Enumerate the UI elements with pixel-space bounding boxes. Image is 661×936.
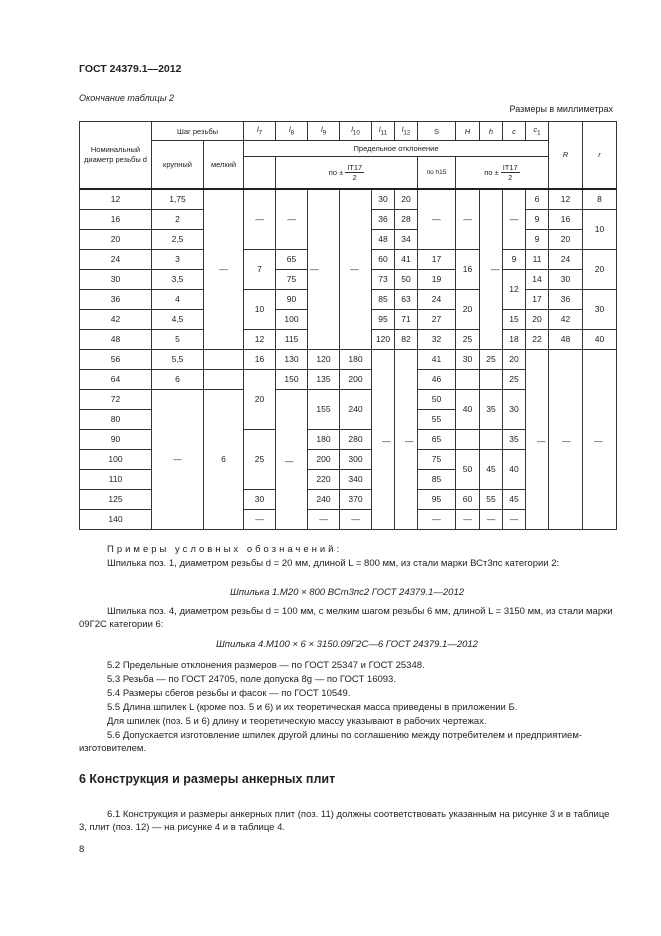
dash-l8-lower: — bbox=[285, 456, 294, 466]
dimensions-table bbox=[79, 121, 617, 530]
cell-d: 80 bbox=[80, 409, 152, 429]
cell-c: 9 bbox=[503, 249, 526, 269]
cell-c1: 17 bbox=[526, 289, 549, 309]
cell-l10: 200 bbox=[340, 369, 372, 389]
it17-header-b: по ± $\frac{IT17}{2}$ bbox=[456, 157, 549, 189]
it17-header-a: по ± $\frac{IT17}{2}$ bbox=[276, 157, 418, 189]
cell-l11: 30 bbox=[372, 189, 395, 210]
cell-h bbox=[480, 429, 503, 449]
cell-d: 36 bbox=[80, 289, 152, 309]
example-2: Шпилька поз. 4, диаметром резьбы d = 100 мм, с мелким шагом резьбы 6 мм, длиной L = 3150 мм, из стали марки 09Г2С категории 6: bbox=[79, 606, 613, 630]
cell-R: 20 bbox=[549, 229, 583, 249]
example-1: Шпилька поз. 1, диаметром резьбы d = 20 мм, длиной L = 800 мм, из стали марки ВСт3пс категории 2: bbox=[107, 558, 560, 569]
cell-s: 46 bbox=[418, 369, 456, 389]
cell-H: 60 bbox=[456, 489, 480, 509]
cell-H: 30 bbox=[456, 349, 480, 369]
page-number: 8 bbox=[79, 844, 85, 855]
cell-l10: 340 bbox=[340, 469, 372, 489]
cell-d: 140 bbox=[80, 509, 152, 529]
cell-R: 30 bbox=[549, 269, 583, 289]
cell-R: 42 bbox=[549, 309, 583, 329]
cell-l10: 300 bbox=[340, 449, 372, 469]
dash-l12-lower: — bbox=[405, 436, 414, 446]
cell-s: — bbox=[418, 189, 456, 250]
cell-s: 19 bbox=[418, 269, 456, 289]
cell-l10: 180 bbox=[340, 349, 372, 369]
examples-heading: Примеры условных обозначений: bbox=[107, 544, 343, 555]
cell-c: 40 bbox=[503, 449, 526, 489]
cell-l10: 240 bbox=[340, 389, 372, 429]
cell-l8: 115 bbox=[276, 329, 308, 349]
cell-h: 25 bbox=[480, 349, 503, 369]
cell-coarse: 3,5 bbox=[152, 269, 204, 289]
cell-l12: 82 bbox=[395, 329, 418, 349]
cell-c1: 20 bbox=[526, 309, 549, 329]
para-5-4: 5.4 Размеры сбегов резьбы и фасок — по ГОСТ 10549. bbox=[107, 688, 351, 699]
cell-d: 64 bbox=[80, 369, 152, 389]
cell-fine: — bbox=[204, 189, 244, 350]
cell-l7: — bbox=[244, 189, 276, 250]
col-l8-header: $l_8$ bbox=[276, 122, 308, 141]
cell-l9: 240 bbox=[308, 489, 340, 509]
cell-r: 20 bbox=[583, 249, 617, 289]
cell-coarse: 1,75 bbox=[152, 189, 204, 210]
cell-s: 32 bbox=[418, 329, 456, 349]
col-l7-header: $l_7$ bbox=[244, 122, 276, 141]
cell-d: 12 bbox=[80, 189, 152, 210]
cell-r: 30 bbox=[583, 289, 617, 329]
cell-c: 15 bbox=[503, 309, 526, 329]
cell-l7: 30 bbox=[244, 489, 276, 509]
cell-l9: 120 bbox=[308, 349, 340, 369]
cell-R: 36 bbox=[549, 289, 583, 309]
cell-l11: 36 bbox=[372, 209, 395, 229]
cell-l8: 65 bbox=[276, 249, 308, 269]
col-H-header: H bbox=[456, 122, 480, 141]
cell-fine bbox=[204, 349, 244, 369]
cell-l8: 90 bbox=[276, 289, 308, 309]
cell-l11: 73 bbox=[372, 269, 395, 289]
pitch-header: Шаг резьбы bbox=[152, 122, 244, 141]
cell-l10: 370 bbox=[340, 489, 372, 509]
cell-l12: 50 bbox=[395, 269, 418, 289]
document-title: ГОСТ 24379.1—2012 bbox=[79, 63, 182, 75]
cell-coarse: 3 bbox=[152, 249, 204, 269]
cell-d: 110 bbox=[80, 469, 152, 489]
cell-h: 35 bbox=[480, 389, 503, 429]
cell-H bbox=[456, 369, 480, 389]
example-2-code: Шпилька 4.М100 × 6 × 3150.09Г2С—6 ГОСТ 24379.1—2012 bbox=[216, 639, 478, 650]
cell-l12: 71 bbox=[395, 309, 418, 329]
cell-H bbox=[456, 429, 480, 449]
cell-s: 41 bbox=[418, 349, 456, 369]
cell-l11: 48 bbox=[372, 229, 395, 249]
nominal-diameter-header: Номинальный диаметр резьбы d bbox=[80, 122, 152, 189]
cell-l9: — bbox=[308, 509, 340, 529]
cell-d: 16 bbox=[80, 209, 152, 229]
dash-R-lower: — bbox=[562, 436, 571, 446]
cell-H: 16 bbox=[456, 249, 480, 289]
dash-h-upper: — bbox=[491, 264, 500, 274]
cell-c: 30 bbox=[503, 389, 526, 429]
cell-d: 30 bbox=[80, 269, 152, 289]
cell-l12: 34 bbox=[395, 229, 418, 249]
cell-s: 55 bbox=[418, 409, 456, 429]
cell-H: 20 bbox=[456, 289, 480, 329]
cell-c: 18 bbox=[503, 329, 526, 349]
cell-l7: — bbox=[244, 509, 276, 529]
cell-d: 48 bbox=[80, 329, 152, 349]
cell-s: 75 bbox=[418, 449, 456, 469]
cell-h bbox=[480, 369, 503, 389]
para-5-6: 5.6 Допускается изготовление шпилек другой длины по соглашению между потребителем и предприятием-изготовителем. bbox=[79, 730, 583, 754]
cell-d: 72 bbox=[80, 389, 152, 409]
col-l12-header: $l_{12}$ bbox=[395, 122, 418, 141]
cell-s: 27 bbox=[418, 309, 456, 329]
cell-c: 35 bbox=[503, 429, 526, 449]
cell-c: — bbox=[503, 189, 526, 250]
cell-d: 56 bbox=[80, 349, 152, 369]
cell-coarse: 2 bbox=[152, 209, 204, 229]
cell-c: 45 bbox=[503, 489, 526, 509]
deviation-header: Предельное отклонение bbox=[244, 141, 549, 157]
cell-l12: 41 bbox=[395, 249, 418, 269]
cell-l7: 7 bbox=[244, 249, 276, 289]
cell-d: 90 bbox=[80, 429, 152, 449]
cell-d: 42 bbox=[80, 309, 152, 329]
para-6-1: 6.1 Конструкция и размеры анкерных плит (поз. 11) должны соответствовать указанным на рисунке 3 и в таблице 3, плит (поз. 12) — на рисунке 4 и в таблице 4. bbox=[79, 809, 610, 833]
section-6-heading: 6 Конструкция и размеры анкерных плит bbox=[79, 772, 336, 786]
cell-coarse: 2,5 bbox=[152, 229, 204, 249]
cell-coarse: 4 bbox=[152, 289, 204, 309]
cell-l8: 75 bbox=[276, 269, 308, 289]
col-s-header: S bbox=[418, 122, 456, 141]
cell-s: 50 bbox=[418, 389, 456, 409]
cell-c1: 9 bbox=[526, 229, 549, 249]
cell-l12: 28 bbox=[395, 209, 418, 229]
cell-c1: 22 bbox=[526, 329, 549, 349]
cell-l9: 200 bbox=[308, 449, 340, 469]
cell-coarse: — bbox=[152, 389, 204, 529]
col-c1-header: $c_1$ bbox=[526, 122, 549, 141]
fine-header: мелкий bbox=[204, 141, 244, 189]
cell-c1: 6 bbox=[526, 189, 549, 210]
dash-c1-lower: — bbox=[537, 436, 546, 446]
cell-c: — bbox=[503, 509, 526, 529]
para-5-3: 5.3 Резьба — по ГОСТ 24705, поле допуска 8g — по ГОСТ 16093. bbox=[107, 674, 396, 685]
cell-l9: 180 bbox=[308, 429, 340, 449]
col-R-header: R bbox=[549, 122, 583, 189]
cell-s: 17 bbox=[418, 249, 456, 269]
cell-l9: 135 bbox=[308, 369, 340, 389]
cell-c: 25 bbox=[503, 369, 526, 389]
col-l9-header: $l_9$ bbox=[308, 122, 340, 141]
dash-l11-lower: — bbox=[382, 436, 391, 446]
cell-l11: 85 bbox=[372, 289, 395, 309]
cell-l9: 220 bbox=[308, 469, 340, 489]
cell-d: 20 bbox=[80, 229, 152, 249]
cell-fine bbox=[204, 369, 244, 389]
cell-c1: 11 bbox=[526, 249, 549, 269]
cell-l8: 100 bbox=[276, 309, 308, 329]
cell-coarse: 5,5 bbox=[152, 349, 204, 369]
cell-c1: 9 bbox=[526, 209, 549, 229]
cell-d: 125 bbox=[80, 489, 152, 509]
h15-header: по h15 bbox=[418, 157, 456, 189]
cell-H: — bbox=[456, 189, 480, 250]
cell-c: 20 bbox=[503, 349, 526, 369]
cell-l11: 120 bbox=[372, 329, 395, 349]
cell-coarse: 4,5 bbox=[152, 309, 204, 329]
cell-R: 12 bbox=[549, 189, 583, 210]
cell-l11: 60 bbox=[372, 249, 395, 269]
cell-l7: 20 bbox=[244, 369, 276, 429]
cell-l10: — bbox=[340, 509, 372, 529]
table-caption: Окончание таблицы 2 bbox=[79, 93, 174, 103]
cell-l8: — bbox=[276, 189, 308, 250]
cell-l9: 155 bbox=[308, 389, 340, 429]
cell-l11: 95 bbox=[372, 309, 395, 329]
cell-r: 10 bbox=[583, 209, 617, 249]
cell-H: 40 bbox=[456, 389, 480, 429]
dash-l10-upper: — bbox=[350, 264, 359, 274]
cell-l7: 16 bbox=[244, 349, 276, 369]
cell-c: 12 bbox=[503, 269, 526, 309]
cell-l10: 280 bbox=[340, 429, 372, 449]
cell-h: 55 bbox=[480, 489, 503, 509]
cell-l12: 63 bbox=[395, 289, 418, 309]
cell-s: 85 bbox=[418, 469, 456, 489]
example-1-code: Шпилька 1.М20 × 800 ВСт3пс2 ГОСТ 24379.1—2012 bbox=[229, 587, 465, 598]
col-l11-header: $l_{11}$ bbox=[372, 122, 395, 141]
cell-d: 100 bbox=[80, 449, 152, 469]
cell-s: 24 bbox=[418, 289, 456, 309]
cell-H: — bbox=[456, 509, 480, 529]
dash-l9-upper: — bbox=[310, 264, 319, 274]
cell-R: 24 bbox=[549, 249, 583, 269]
cell-l8: 130 bbox=[276, 349, 308, 369]
cell-h: 45 bbox=[480, 449, 503, 489]
cell-l8: 150 bbox=[276, 369, 308, 389]
coarse-header: крупный bbox=[152, 141, 204, 189]
cell-s: — bbox=[418, 509, 456, 529]
cell-c1: 14 bbox=[526, 269, 549, 289]
cell-H: 25 bbox=[456, 329, 480, 349]
cell-fine: 6 bbox=[204, 389, 244, 529]
cell-coarse: 5 bbox=[152, 329, 204, 349]
cell-h: — bbox=[480, 509, 503, 529]
cell-s: 65 bbox=[418, 429, 456, 449]
col-r-header: r bbox=[583, 122, 617, 189]
cell-coarse: 6 bbox=[152, 369, 204, 389]
col-c-header: c bbox=[503, 122, 526, 141]
col-h-header: h bbox=[480, 122, 503, 141]
cell-H: 50 bbox=[456, 449, 480, 489]
cell-r: 40 bbox=[583, 329, 617, 349]
col-l10-header: $l_{10}$ bbox=[340, 122, 372, 141]
cell-s: 95 bbox=[418, 489, 456, 509]
para-5-5b: Для шпилек (поз. 5 и 6) длину и теоретическую массу указывают в рабочих чертежах. bbox=[107, 716, 487, 727]
cell-l12: 20 bbox=[395, 189, 418, 210]
dash-r-lower: — bbox=[594, 436, 603, 446]
cell-r: 8 bbox=[583, 189, 617, 210]
cell-R: 16 bbox=[549, 209, 583, 229]
cell-R: 48 bbox=[549, 329, 583, 349]
para-5-5: 5.5 Длина шпилек L (кроме поз. 5 и 6) и их теоретическая масса приведены в приложении Б. bbox=[107, 702, 518, 713]
cell-l7: 12 bbox=[244, 329, 276, 349]
cell-d: 24 bbox=[80, 249, 152, 269]
cell-l7: 25 bbox=[244, 429, 276, 489]
table-units: Размеры в миллиметрах bbox=[509, 104, 613, 114]
para-5-2: 5.2 Предельные отклонения размеров — по ГОСТ 25347 и ГОСТ 25348. bbox=[107, 660, 425, 671]
cell-l7: 10 bbox=[244, 289, 276, 329]
